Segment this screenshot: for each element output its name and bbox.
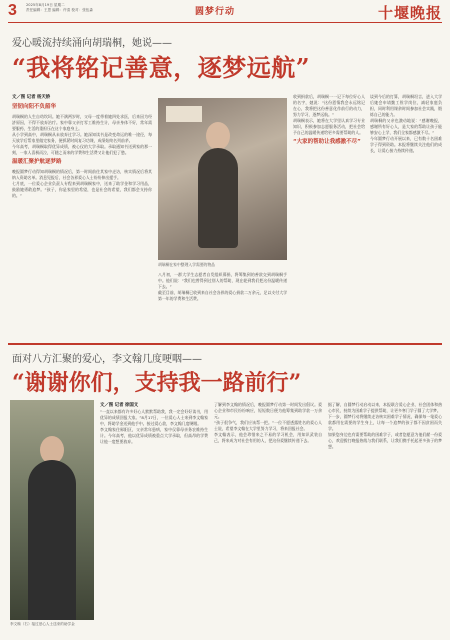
paragraph: 今年高考，胡瑞桐取得优异成绩，被心仪的大学录取。录取通知书送到家的那一刻，一家人喜极而泣，可随之而来的学费和生活费又让他们犯了愁。: [12, 144, 152, 155]
paragraph: “一直以来都有许多好心人默默帮助我，我一定会好好读书，用优异的成绩回报大家。”8月17日，一位爱心人士来到李文翰家中，将助学金送到他手中。接过爱心款，李文翰几度哽咽。: [100, 409, 208, 426]
paragraph: 如果您身边也有需要帮助的困难学子，或者您愿意为他们献一份爱心，欢迎拨打晚报热线与我们联系，让我们携手托起更多孩子的梦想。: [328, 432, 442, 449]
story2-column-3: [328, 402, 442, 632]
story1-subhead-2: 温暖汇聚护航逐梦路: [12, 159, 62, 165]
newspaper-logo: 十堰晚报: [377, 4, 442, 22]
photo-background-sign: [166, 106, 202, 122]
paragraph: 了解到李文翰的情况后，晚报圆梦行动第一时间发出倡议。爱心企业和市民纷纷响应，短短数日便为他筹集到助学款一万余元。: [214, 402, 322, 419]
story1-subhead-3: “大家的帮助让我感激不尽”: [293, 139, 361, 145]
page-header: [0, 0, 450, 22]
story1-subhead-1: 坚韧向阳不负韶华: [12, 104, 57, 110]
section-title: 圆梦行动: [195, 7, 236, 17]
story1-column-3: [293, 94, 365, 339]
story2-column-1: [100, 402, 208, 632]
story1-column-4: [370, 94, 442, 339]
story1-column-1: [12, 94, 152, 339]
story-divider: [8, 343, 442, 345]
paragraph: 胡瑞桐表示，她将在大学里认真学习专业知识，积极参加志愿服务活动，把社会给予自己的温暖传递给更多需要帮助的人。: [293, 118, 365, 135]
paragraph: 晚报圆梦行动得知胡瑞桐的情况后，第一时间前往其家中走访，核实情况后将其纳入资助名单。消息见报后，社会各界爱心人士纷纷伸出援手。: [12, 169, 152, 180]
photo-person: [28, 460, 76, 620]
photo-person: [198, 148, 238, 248]
header-rule: [8, 22, 442, 23]
story1-byline: 文／图 记者 杨天娇: [12, 95, 51, 100]
story1-headline: “我将铭记善意，逐梦远航”: [12, 53, 311, 82]
paragraph: 胡瑞桐的人生自幼坎坷。她不满两岁时，父母一度带着她四处求医，后来因为经济原因，不得不放弃治疗。家中靠父亲打零工维持生计，母亲身体不好，常年需要服药，生活的重担压在这个家庭身上。: [12, 114, 152, 131]
story1-photo: [158, 98, 287, 260]
paragraph: 八月初，一群大学生志愿者自发组织募捐，将筹集到的善款交到胡瑞桐手中。他们说：“我们也曾得到过别人的帮助，现在轮到我们把这份温暖传递下去。”: [158, 272, 287, 289]
paragraph: “孩子很争气，我们应该帮一把。”一位不愿透露姓名的爱心人士说，希望李文翰在大学里努力学习，将来回报社会。: [214, 420, 322, 431]
story1-photo-caption: 胡瑞桐在家中整理入学需要的物品: [158, 262, 215, 267]
story2-headline: “谢谢你们，支持我一路前行”: [12, 370, 302, 396]
header-meta: [26, 3, 146, 13]
story1-kicker: 爱心暖流持续涌向胡瑞桐，她说——: [12, 38, 172, 49]
paragraph: 截至目前，胡瑞桐已收到来自社会各界的爱心捐款二万余元，足以支付大学第一年的学费和生活费。: [158, 290, 287, 301]
paragraph: 李文翰表示，他会珍惜来之不易的学习机会，用知识武装自己，将来成为对社会有用的人，把这份爱继续传递下去。: [214, 432, 322, 443]
paragraph: 今年圆梦行动开展以来，已有数十名困难学子得到资助。本报将继续关注他们的成长，让爱心接力持续传递。: [370, 136, 442, 153]
story2-photo-caption: 李文翰（右）接过爱心人士送来的助学金: [10, 622, 75, 626]
paragraph: 据了解，自圆梦行动启动以来，本报联合爱心企业、社会团体和热心市民，持续为困难学子提供帮助，让更多寒门学子圆了大学梦。: [328, 402, 442, 413]
story2-byline: 文／图 记者 徐国文: [100, 403, 139, 408]
header-editors: 责任编辑：王思 编辑：许清 校对：张伍森: [26, 8, 93, 12]
page-number: 3: [8, 2, 17, 19]
story2-kicker: 面对八方汇聚的爱心，李文翰几度哽咽——: [12, 354, 202, 365]
paragraph: 七月底，一位爱心企业负责人专程来到胡瑞桐家中，送来了助学金和学习用品，鼓励她勇敢追梦。“孩子，你是家里的希望，也是社会的希望，我们都会支持你的。”: [12, 181, 152, 198]
story2-column-2: [214, 402, 322, 632]
paragraph: 收到捐款后，胡瑞桐一一记下每位好心人的名字，她说：“这份恩情我会永远铭记在心，我将把这份善意化作前行的动力，努力学习，逐梦远航。”: [293, 94, 365, 117]
story2-photo: [10, 400, 94, 620]
photo-person-head: [206, 122, 230, 150]
paragraph: 李文翰家住郧阳区，父亲常年患病，家中仅靠母亲务农维持生计。今年高考，他以优异成绩被重点大学录取，但高昂的学费让他一度想要放弃。: [100, 427, 208, 444]
header-date: 2025年8月19日 星期二: [26, 3, 65, 7]
paragraph: 下一步，圆梦行动将继续走访核实困难学子情况，确保每一笔爱心款都用在需要的学生身上，让每一个追梦的孩子都不因贫困而失学。: [328, 414, 442, 431]
story1-column-2: [158, 272, 287, 340]
paragraph: 从小学到高中，胡瑞桐从未放弃过学习。她深知读书是改变命运的唯一途径，每天放学后帮家里做完家务，便抓紧时间复习功课，成绩始终名列前茅。: [12, 132, 152, 143]
paragraph: 胡瑞桐的父亲也激动地说：“感谢晚报，感谢所有好心人，是大家的帮助让孩子能够安心上学，我们全家都感激不尽。”: [370, 118, 442, 135]
paragraph: 谈到今后的打算，胡瑞桐坦言，进入大学后她会申请勤工俭学岗位，减轻家庭负担，同时利用课余时间参加社会实践，锻炼自己的能力。: [370, 94, 442, 117]
